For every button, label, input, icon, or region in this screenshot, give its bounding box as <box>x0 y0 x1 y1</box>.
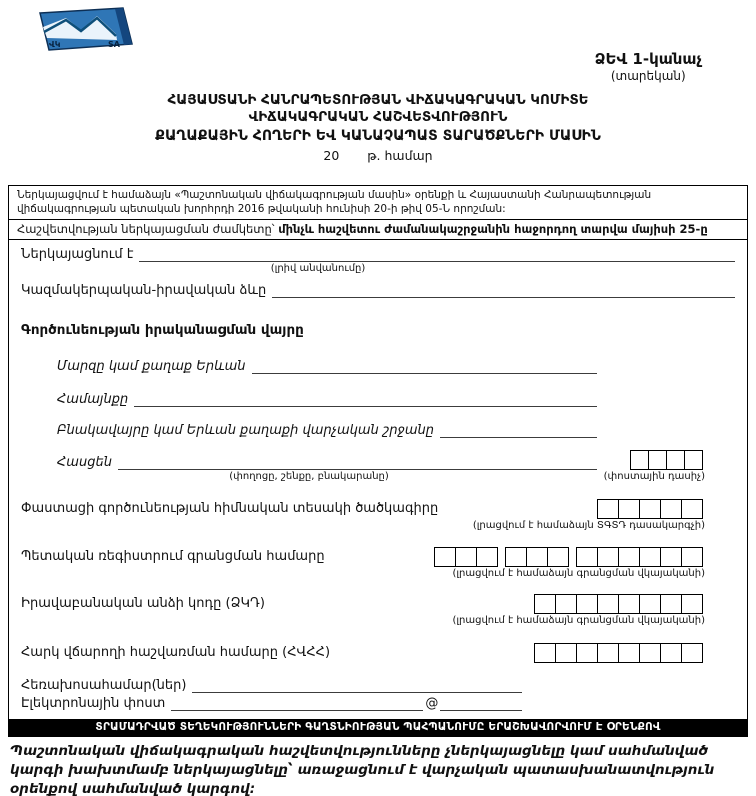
year-line <box>0 148 756 163</box>
address-left <box>57 455 597 470</box>
code-cell[interactable] <box>434 547 456 567</box>
code-cell[interactable] <box>576 643 598 663</box>
year-suffix: թ. համար <box>367 147 433 163</box>
address-hint: (փողոցը, շենքը, բնակարանը) <box>229 470 389 482</box>
deadline-row <box>9 220 747 240</box>
code-cell[interactable] <box>618 643 640 663</box>
tin-label: Հարկ վճարողի հաշվառման համարը (ՀՎՀՀ) <box>21 645 331 661</box>
phone-label: Հեռախոսահամար(ներ) <box>21 677 187 693</box>
address-hint-row <box>21 471 735 482</box>
community-row <box>57 392 597 407</box>
region-label: Մարզը կամ քաղաք Երևան <box>57 358 246 374</box>
phone-field[interactable] <box>192 678 522 693</box>
legal-form-field[interactable] <box>272 283 735 298</box>
code-cell[interactable] <box>648 450 667 470</box>
email-local-field[interactable] <box>171 696 423 711</box>
settlement-row <box>57 423 597 438</box>
logo-right-letters: SA <box>108 40 120 49</box>
email-label: Էլեկտրոնային փոստ <box>21 695 166 711</box>
community-label: Համայնքը <box>57 391 129 407</box>
activity-code-label: Փաստացի գործունեության հիմնական տեսակի ծածկագիրը <box>21 501 439 517</box>
code-cell[interactable] <box>597 594 619 614</box>
registry-group-1 <box>435 547 498 567</box>
code-cell[interactable] <box>660 594 682 614</box>
administrative-warning: Պաշտոնական վիճակագրական հաշվետվությունները չներկայացնելը կամ սահմանված կարգի խախտմամբ ներկայացնելը՝ առաջացնում է վարչական պատասխանատվություն օրենքով սահմանված կարգով: <box>10 742 715 796</box>
code-cell[interactable] <box>534 594 556 614</box>
phone-row <box>21 678 735 693</box>
code-cell[interactable] <box>660 499 682 519</box>
email-domain-field[interactable] <box>440 696 522 711</box>
registry-number-label: Պետական ռեգիստրում գրանցման համարը <box>21 549 325 565</box>
registry-number-cells <box>435 547 703 567</box>
form-frame <box>8 185 748 737</box>
code-cell[interactable] <box>534 643 556 663</box>
code-cell[interactable] <box>555 594 577 614</box>
code-cell[interactable] <box>476 547 498 567</box>
registry-number-hint: (լրացվում է համաձայն գրանցման վկայականի) <box>452 567 705 579</box>
code-cell[interactable] <box>630 450 649 470</box>
deadline-prefix: Հաշվետվության ներկայացման ժամկետը՝ <box>17 221 279 236</box>
region-field[interactable] <box>252 359 597 374</box>
code-cell[interactable] <box>639 594 661 614</box>
legal-entity-code-hint: (լրացվում է համաձայն գրանցման վկայականի) <box>452 614 705 626</box>
registry-group-2 <box>506 547 569 567</box>
tin-cells <box>535 643 703 663</box>
confidentiality-bar: ՏՐԱՄԱԴՐՎԱԾ ՏԵՂԵԿՈՒԹՅՈՒՆՆԵՐԻ ԳԱՂՏՆԻՈՒԹՅԱՆ ՊԱՀՊԱՆՈՒՄԸ ԵՐԱՇԽԱՎՈՐՎՈՒՄ Է ՕՐԵՆՔՈՎ <box>9 719 747 736</box>
code-cell[interactable] <box>618 594 640 614</box>
community-field[interactable] <box>134 392 597 407</box>
registry-number-row <box>21 547 735 567</box>
armstat-logo-graphic <box>38 7 134 52</box>
postal-hint: (փոստային դասիչ) <box>603 470 705 482</box>
code-cell[interactable] <box>526 547 548 567</box>
presented-by-label: Ներկայացնում է <box>21 246 134 262</box>
code-cell[interactable] <box>547 547 569 567</box>
code-cell[interactable] <box>639 547 661 567</box>
code-cell[interactable] <box>505 547 527 567</box>
code-cell[interactable] <box>681 499 703 519</box>
form-content <box>9 240 747 719</box>
form-code-block <box>595 50 702 83</box>
activity-code-row <box>21 499 735 519</box>
postal-code-cells <box>631 450 703 470</box>
settlement-field[interactable] <box>440 423 597 438</box>
code-cell[interactable] <box>576 547 598 567</box>
activity-code-cells <box>598 499 703 519</box>
legal-form-row <box>21 283 735 298</box>
address-row <box>21 450 735 470</box>
presented-by-field[interactable] <box>139 247 735 262</box>
page-header <box>0 0 756 92</box>
armstat-logo <box>38 7 134 56</box>
code-cell[interactable] <box>681 547 703 567</box>
form-periodicity: (տարեկան) <box>610 69 686 83</box>
code-cell[interactable] <box>576 594 598 614</box>
logo-left-letters: ՎԿ <box>49 40 61 49</box>
settlement-label: Բնակավայրը կամ Երևան քաղաքի վարչական շրջանը <box>57 422 435 438</box>
legal-entity-code-row <box>21 594 735 614</box>
email-at-sign: @ <box>425 695 439 711</box>
registry-group-3 <box>577 547 703 567</box>
tin-row <box>21 643 735 663</box>
legal-entity-code-label: Իրավաբանական անձի կոդը (ՁԿԴ) <box>21 596 265 612</box>
code-cell[interactable] <box>660 547 682 567</box>
code-cell[interactable] <box>597 547 619 567</box>
code-cell[interactable] <box>618 547 640 567</box>
year-prefix: 20 <box>323 147 340 163</box>
report-type-title: ՎԻՃԱԿԱԳՐԱԿԱՆ ՀԱՇՎԵՏՎՈՒԹՅՈՒՆ <box>248 109 508 126</box>
code-cell[interactable] <box>639 499 661 519</box>
activity-location-header: Գործունեության իրականացման վայրը <box>21 321 304 338</box>
code-cell[interactable] <box>681 643 703 663</box>
presented-by-hint: (լրիվ անվանումը) <box>270 262 366 274</box>
code-cell[interactable] <box>681 594 703 614</box>
form-code: ՁԵՎ 1-կանաչ <box>594 50 702 68</box>
presented-by-row <box>21 247 735 262</box>
legal-entity-code-cells <box>535 594 703 614</box>
address-label: Հասցեն <box>57 454 112 470</box>
deadline-date: մինչև հաշվետու ժամանակաշրջանին հաջորդող տարվա մայիսի 25-ը <box>278 221 708 236</box>
code-cell[interactable] <box>597 643 619 663</box>
committee-title: ՀԱՅԱՍՏԱՆԻ ՀԱՆՐԱՊԵՏՈՒԹՅԱՆ ՎԻՃԱԿԱԳՐԱԿԱՆ ԿՈՄԻՏԵ <box>167 92 589 108</box>
code-cell[interactable] <box>597 499 619 519</box>
address-field[interactable] <box>118 455 597 470</box>
code-cell[interactable] <box>618 499 640 519</box>
code-cell[interactable] <box>639 643 661 663</box>
activity-code-hint: (լրացվում է համաձայն ՏԳՏԴ դասակարգչի) <box>472 519 705 531</box>
legal-form-label: Կազմակերպական-իրավական ձևը <box>21 282 267 298</box>
email-row <box>21 696 735 711</box>
code-cell[interactable] <box>455 547 477 567</box>
code-cell[interactable] <box>666 450 685 470</box>
region-row <box>57 359 597 374</box>
report-title: ՔԱՂԱՔԱՅԻՆ ՀՈՂԵՐԻ ԵՎ ԿԱՆԱՉԱՊԱՏ ՏԱՐԱԾՔՆԵՐԻ ՄԱՍԻՆ <box>155 127 601 144</box>
code-cell[interactable] <box>660 643 682 663</box>
code-cell[interactable] <box>555 643 577 663</box>
legal-basis-text: Ներկայացվում է համաձայն «Պաշտոնական վիճակագրության մասին» օրենքի և Հայաստանի Հանրապետության վիճակագրության պետական խորհրդի 2016 թվականի հունիսի 20-ի թիվ 05-Ն որոշման: <box>9 186 747 220</box>
code-cell[interactable] <box>684 450 703 470</box>
